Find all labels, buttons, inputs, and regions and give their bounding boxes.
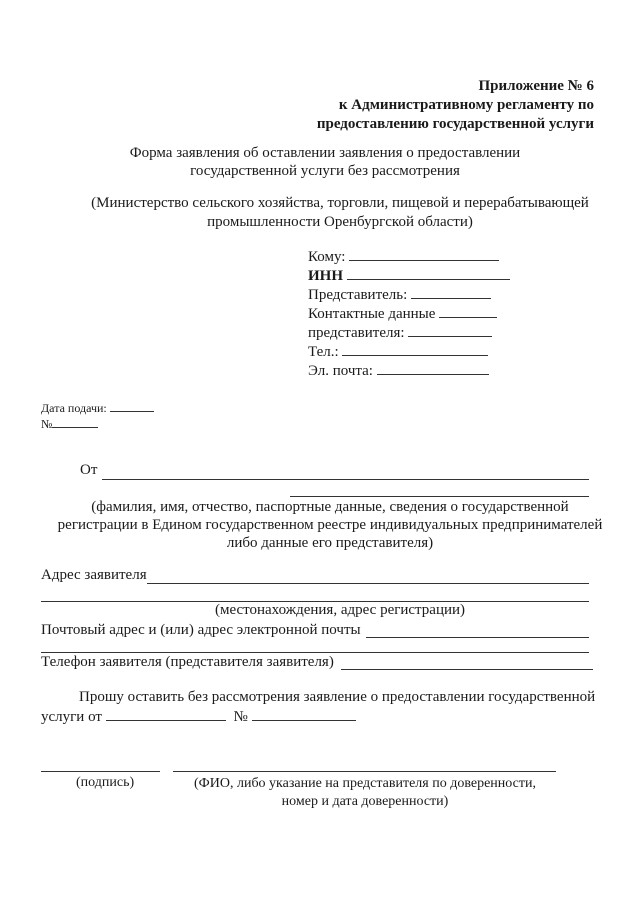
submission-date-field[interactable]: [110, 400, 154, 412]
address-field[interactable]: [147, 583, 589, 584]
submission-number-field[interactable]: [52, 416, 98, 428]
request-number-field[interactable]: [252, 707, 356, 721]
submission-block: [41, 400, 154, 432]
phone-field[interactable]: [341, 669, 593, 670]
request-number-sign: №: [233, 709, 248, 725]
appendix-regulation: к Административному регламенту по: [338, 97, 594, 113]
to-label: Кому:: [308, 249, 346, 265]
from-field-extra[interactable]: [290, 496, 589, 497]
from-note-line1: (фамилия, имя, отчество, паспортные данные, сведения о государственной: [91, 499, 569, 515]
request-line2: [41, 707, 356, 726]
ministry-line1: (Министерство сельского хозяйства, торговли, пищевой и перерабатывающей: [91, 195, 589, 211]
contact-representative-field[interactable]: [408, 323, 492, 337]
request-date-label: услуги от: [41, 709, 102, 725]
from-note-line3: либо данные его представителя): [226, 535, 434, 551]
representative-label: Представитель:: [308, 287, 408, 303]
submission-number-label: №: [41, 417, 53, 431]
request-line1: Прошу оставить без рассмотрения заявление о предоставлении государственной: [79, 689, 596, 705]
postal-field[interactable]: [366, 637, 589, 638]
postal-label: Почтовый адрес и (или) адрес электронной почты: [41, 622, 361, 638]
signature-field[interactable]: [41, 771, 160, 772]
phone-label-top: Тел.:: [308, 344, 339, 360]
to-field[interactable]: [349, 247, 499, 261]
fio-field[interactable]: [173, 771, 556, 772]
fio-note: [160, 775, 570, 811]
inn-field[interactable]: [347, 266, 510, 280]
ministry-name: [40, 194, 639, 232]
ministry-line2: промышленности Оренбургской области): [207, 214, 473, 230]
from-note: [20, 498, 639, 552]
request-date-field[interactable]: [106, 707, 226, 721]
address-note: (местонахождения, адрес регистрации): [214, 602, 466, 618]
form-title-line2: государственной услуги без рассмотрения: [190, 163, 460, 179]
form-title: [60, 144, 590, 180]
submission-date-label: Дата подачи:: [41, 401, 107, 415]
from-field[interactable]: [102, 479, 589, 480]
email-label: Эл. почта:: [308, 363, 373, 379]
signature-label: (подпись): [76, 775, 135, 790]
from-note-line2: регистрации в Едином государственном реестре индивидуальных предпринимателей: [57, 517, 603, 533]
appendix-number: Приложение № 6: [478, 78, 594, 94]
appendix-service: предоставлению государственной услуги: [316, 116, 594, 132]
email-field[interactable]: [377, 361, 489, 375]
addressee-block: [308, 247, 510, 380]
representative-field[interactable]: [411, 285, 491, 299]
form-title-line1: Форма заявления об оставлении заявления о предоставлении: [129, 145, 521, 161]
inn-label: ИНН: [308, 268, 344, 284]
contact-label: Контактные данные: [308, 306, 436, 322]
postal-field-line2[interactable]: [41, 652, 589, 653]
contact-field[interactable]: [439, 304, 497, 318]
phone-label: Телефон заявителя (представителя заявителя): [41, 654, 334, 670]
fio-note-line2: номер и дата доверенности): [281, 794, 449, 809]
from-label: От: [80, 462, 98, 478]
phone-field-top[interactable]: [342, 342, 488, 356]
appendix-header: [317, 77, 594, 134]
contact-representative-label: представителя:: [308, 325, 405, 341]
fio-note-line1: (ФИО, либо указание на представителя по доверенности,: [194, 776, 536, 791]
address-label: Адрес заявителя: [41, 567, 147, 583]
